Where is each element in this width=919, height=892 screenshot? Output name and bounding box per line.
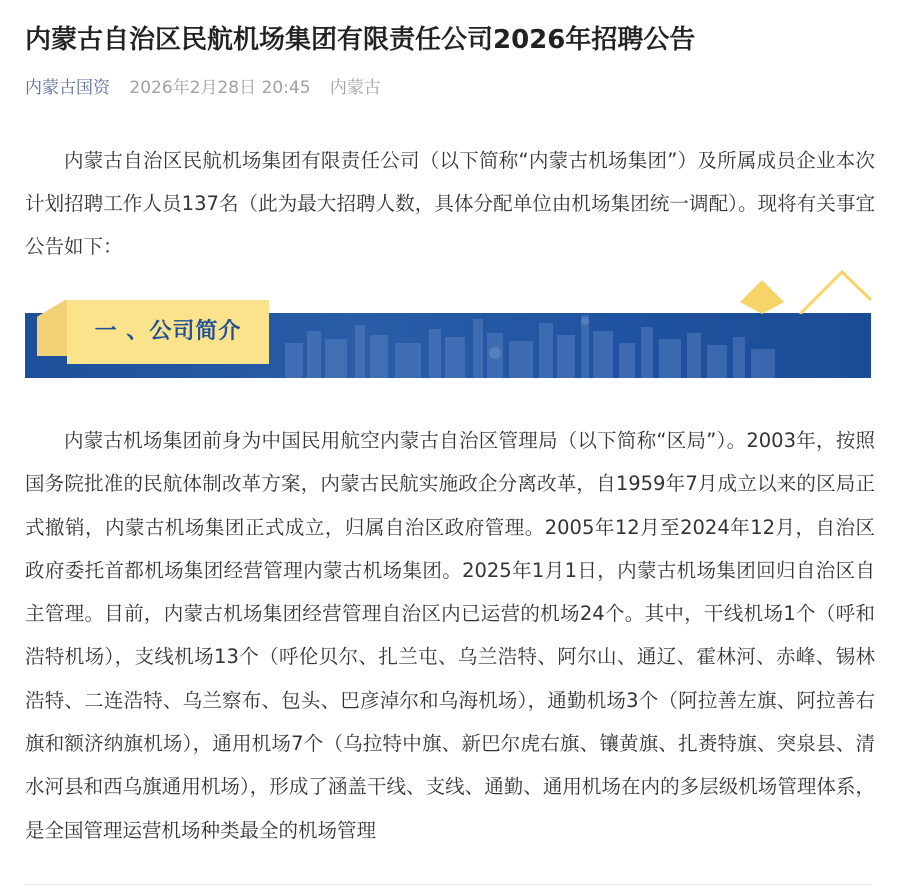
section1-paragraph: 内蒙古机场集团前身为中国民用航空内蒙古自治区管理局（以下简称“区局”）。2003年，按照国务院批准的民航体制改革方案，内蒙古民航实施政企分离改革，自1959年7月成立以来的区局正式撤销，内蒙古机场集团正式成立，归属自治区政府管理。2005年12月至2024年12月，自治区政府委托首都机场集团经营管理内蒙古机场集团。2025年1月1日，内蒙古机场集团回归自治区自主管理。目前，内蒙古机场集团经营管理自治区内已运营的机场24个。其中，干线机场1个（呼和浩特机场），支线机场13个（呼伦贝尔、扎兰屯、乌兰浩特、阿尔山、通辽、霍林河、赤峰、锡林浩特、二连浩特、乌兰察布、包头、巴彦淖尔和乌海机场），通勤机场3个（阿拉善左旗、阿拉善右旗和额济纳旗机场），通用机场7个（乌拉特中旗、新巴尔虎右旗、镶黄旗、扎赉特旗、突泉县、清水河县和西乌旗通用机场），形成了涵盖干线、支线、通勤、通用机场在内的多层级机场管理体系，是全国管理运营机场种类最全的机场管理 [25,429,875,842]
heading-tab [67,300,269,364]
section-banner [25,262,871,380]
publish-time: 2026年2月28日 20:45 [129,78,311,98]
section-heading: 一 、公司简介 [94,319,242,344]
article-title: 内蒙古自治区民航机场集团有限责任公司2026年招聘公告 [25,25,696,55]
publish-location: 内蒙古 [329,78,381,98]
intro-paragraph: 内蒙古自治区民航机场集团有限责任公司（以下简称“内蒙古机场集团”）及所属成员企业本次计划招聘工作人员137名（此为最大招聘人数，具体分配单位由机场集团统一调配）。现将有关事宜公告如下： [25,149,875,258]
article-meta [25,76,395,100]
divider [25,884,871,885]
source-account-link[interactable]: 内蒙古国资 [25,78,110,98]
decorative-diamonds [740,262,871,314]
